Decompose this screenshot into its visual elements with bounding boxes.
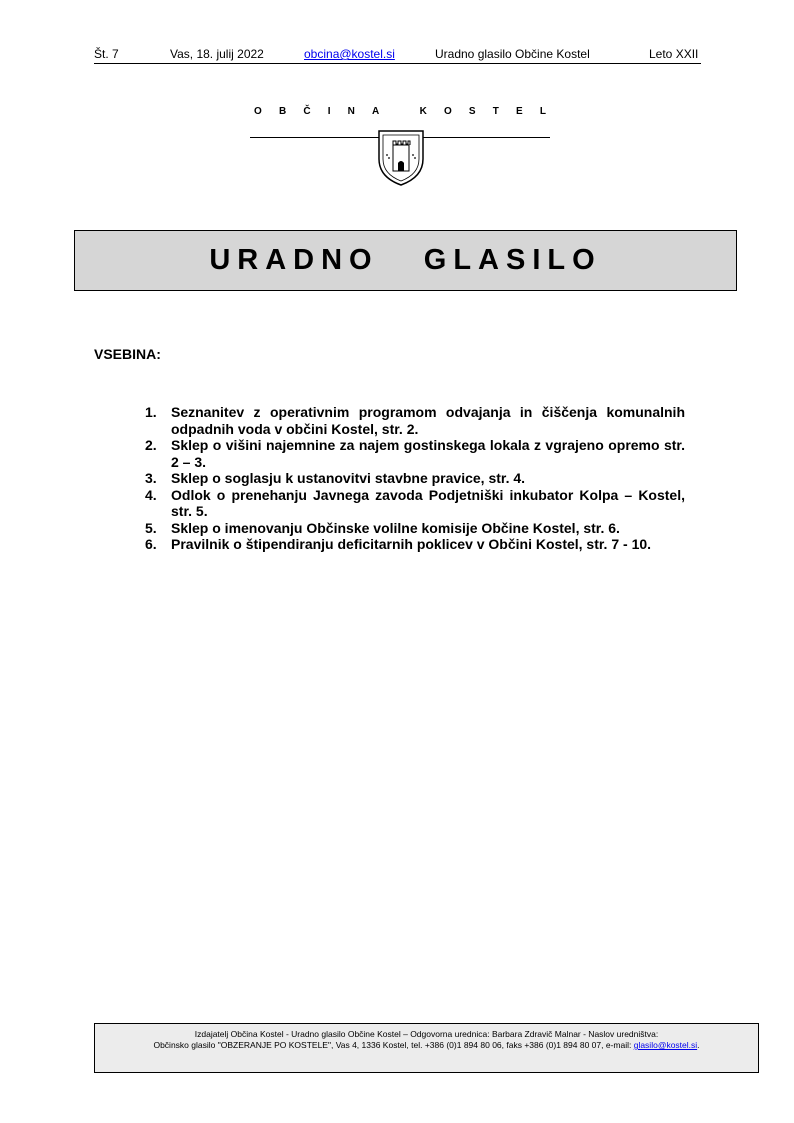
municipality-letter: B (278, 106, 287, 117)
item-text: Odlok o prenehanju Javnega zavoda Podjetniški inkubator Kolpa – Kostel, str. 5. (171, 486, 685, 519)
municipality-letter: A (372, 106, 380, 117)
item-number: 6. (145, 536, 157, 552)
title-banner (74, 230, 737, 291)
header-email-link[interactable] (304, 47, 395, 61)
header-email[interactable]: obcina@kostel.si (304, 47, 395, 61)
item-text: Pravilnik o štipendiranju deficitarnih poklicev v Občini Kostel, str. 7 - 10. (171, 536, 652, 552)
list-item (145, 536, 685, 553)
municipality-letter: T (492, 106, 499, 117)
coat-of-arms-icon (377, 129, 425, 187)
page-header (94, 47, 701, 64)
item-number: 1. (145, 404, 157, 420)
municipality-letter: K (419, 106, 427, 117)
item-text: Sklep o višini najemnine za najem gostinskega lokala z vgrajeno opremo str. 2 – 3. (171, 437, 685, 470)
issue-date: Vas, 18. julij 2022 (170, 47, 264, 61)
contents-list (145, 404, 685, 553)
list-item (145, 520, 685, 537)
item-text: Sklep o soglasju k ustanovitvi stavbne pravice, str. 4. (171, 470, 526, 486)
list-item (145, 470, 685, 487)
footer-email[interactable]: glasilo@kostel.si (633, 1040, 698, 1050)
publication-name: Uradno glasilo Občine Kostel (435, 47, 590, 61)
contents-heading: VSEBINA: (94, 346, 161, 362)
list-item (145, 404, 685, 437)
page-footer (94, 1023, 759, 1073)
item-text: Sklep o imenovanju Občinske volilne komisije Občine Kostel, str. 6. (171, 519, 620, 536)
municipality-letter: S (468, 106, 476, 117)
item-number: 2. (145, 437, 157, 453)
municipality-letter: E (516, 106, 523, 117)
municipality-name (250, 106, 550, 117)
municipality-letter (396, 106, 402, 117)
municipality-letter: O (254, 106, 262, 117)
municipality-letter: N (347, 106, 355, 117)
footer-line-2 (95, 1040, 758, 1051)
list-item (145, 487, 685, 520)
issue-number: Št. 7 (94, 47, 119, 61)
municipality-letter: I (327, 106, 331, 117)
footer-line-1: Izdajatelj Občina Kostel - Uradno glasilo Občine Kostel – Odgovorna urednica: Barbara Zdravič Malnar - Naslov uredništva: (194, 1029, 659, 1039)
municipality-letter: O (443, 106, 452, 117)
item-text: Seznanitev z operativnim programom odvajanja in čiščenja komunalnih odpadnih voda v občini Kostel, str. 2. (171, 404, 685, 437)
banner-title: URADNO GLASILO (209, 244, 602, 276)
municipality-letter: L (539, 106, 546, 117)
item-number: 4. (145, 486, 157, 503)
list-item (145, 437, 685, 470)
publication-year: Leto XXII (649, 47, 699, 61)
municipality-letter: Č (303, 106, 311, 117)
item-number: 3. (145, 470, 157, 486)
footer-end: . (697, 1040, 700, 1050)
item-number: 5. (145, 519, 157, 536)
footer-address: Občinsko glasilo "OBZERANJE PO KOSTELE", Vas 4, 1336 Kostel, tel. +386 (0)1 894 80 06, faks +386 (0)1 894 80 07, e-mail: (153, 1040, 634, 1050)
